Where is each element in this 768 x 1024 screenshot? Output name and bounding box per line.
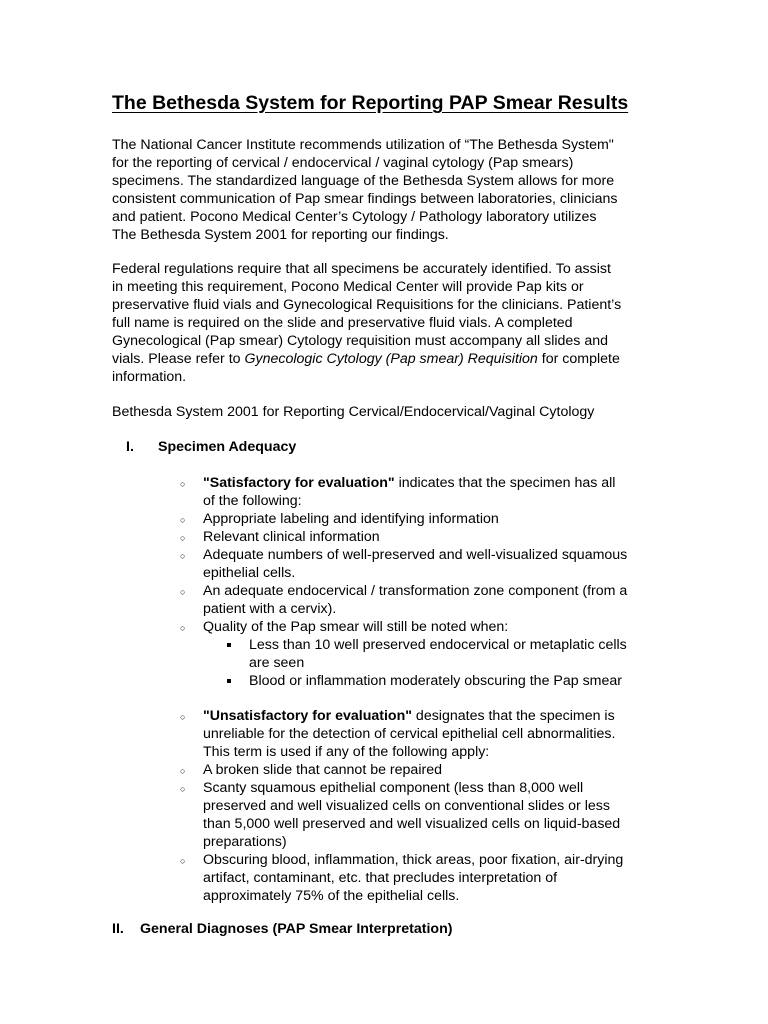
section-title: General Diagnoses (PAP Smear Interpretation) xyxy=(140,921,453,937)
text-line: Quality of the Pap smear will still be noted when: xyxy=(203,619,509,635)
circle-bullet-icon: ○ xyxy=(180,766,186,776)
list-item xyxy=(180,528,627,546)
section-number: II. xyxy=(112,921,124,937)
list-item xyxy=(180,707,623,761)
federal-paragraph xyxy=(112,260,621,386)
text-line: in meeting this requirement, Pocono Medical Center will provide Pap kits or xyxy=(112,279,584,295)
text-segment: indicates that the specimen has all xyxy=(394,475,616,491)
text-line: and patient. Pocono Medical Center’s Cytology / Pathology laboratory utilizes xyxy=(112,209,597,225)
text-line: patient with a cervix). xyxy=(203,601,337,617)
text-line: Scanty squamous epithelial component (less than 8,000 well xyxy=(203,780,584,796)
circle-bullet-icon: ○ xyxy=(180,784,186,794)
list-item xyxy=(180,474,627,510)
system-line: Bethesda System 2001 for Reporting Cervical/Endocervical/Vaginal Cytology xyxy=(112,404,595,420)
text-line: Adequate numbers of well-preserved and well-visualized squamous xyxy=(203,547,628,563)
page-title: The Bethesda System for Reporting PAP Smear Results xyxy=(112,92,629,114)
text-line: are seen xyxy=(249,655,305,671)
text-line: approximately 75% of the epithelial cells. xyxy=(203,888,460,904)
satisfactory-list xyxy=(180,474,627,690)
text-line: than 5,000 well preserved and well visualized cells on liquid-based xyxy=(203,816,621,832)
text-line: consistent communication of Pap smear findings between laboratories, clinicians xyxy=(112,191,618,207)
text-line: The Bethesda System 2001 for reporting our findings. xyxy=(112,227,449,243)
circle-bullet-icon: ○ xyxy=(180,533,186,543)
text-line: This term is used if any of the following apply: xyxy=(203,744,490,760)
text-line: Gynecological (Pap smear) Cytology requisition must accompany all slides and xyxy=(112,333,609,349)
satisfactory-label: "Satisfactory for evaluation" xyxy=(203,475,395,491)
text-segment: designates that the specimen is xyxy=(411,708,615,724)
text-line: preserved and well visualized cells on conventional slides or less xyxy=(203,798,610,814)
circle-bullet-icon: ○ xyxy=(180,587,186,597)
text-line: specimens. The standardized language of the Bethesda System allows for more xyxy=(112,173,615,189)
section-1-heading xyxy=(126,438,296,456)
text-line: preparations) xyxy=(203,834,287,850)
text-line: Relevant clinical information xyxy=(203,529,380,545)
text-line xyxy=(112,350,621,368)
text-line: information. xyxy=(112,369,187,385)
list-item xyxy=(180,618,627,690)
text-line: A broken slide that cannot be repaired xyxy=(203,762,442,778)
list-item xyxy=(180,582,627,618)
text-line: full name is required on the slide and preservative fluid vials. A completed xyxy=(112,315,573,331)
section-title: Specimen Adequacy xyxy=(158,439,297,455)
square-bullet-icon xyxy=(227,643,231,647)
square-bullet-icon xyxy=(227,679,231,683)
text-line: of the following: xyxy=(203,493,302,509)
unsatisfactory-list xyxy=(180,707,623,905)
list-item xyxy=(180,851,623,905)
circle-bullet-icon: ○ xyxy=(180,856,186,866)
section-2-heading xyxy=(112,920,452,938)
text-line: Federal regulations require that all specimens be accurately identified. To assist xyxy=(112,261,611,277)
list-item xyxy=(180,510,627,528)
text-line: An adequate endocervical / transformation zone component (from a xyxy=(203,583,628,599)
circle-bullet-icon: ○ xyxy=(180,515,186,525)
text-line: The National Cancer Institute recommends utilization of “The Bethesda System" xyxy=(112,137,614,153)
list-item xyxy=(180,779,623,851)
list-item xyxy=(180,761,623,779)
sub-list-item xyxy=(203,672,627,690)
section-number: I. xyxy=(126,439,134,455)
circle-bullet-icon: ○ xyxy=(180,623,186,633)
list-item xyxy=(180,546,627,582)
sub-list-item xyxy=(203,636,627,672)
text-line: unreliable for the detection of cervical epithelial cell abnormalities. xyxy=(203,726,616,742)
text-line: epithelial cells. xyxy=(203,565,296,581)
text-line: for the reporting of cervical / endocervical / vaginal cytology (Pap smears) xyxy=(112,155,574,171)
circle-bullet-icon: ○ xyxy=(180,479,186,489)
text-line: Appropriate labeling and identifying information xyxy=(203,511,499,527)
text-line: Less than 10 well preserved endocervical or metaplatic cells xyxy=(249,637,627,653)
text-line: preservative fluid vials and Gynecological Requisitions for the clinicians. Patient’s xyxy=(112,297,622,313)
intro-paragraph xyxy=(112,136,618,244)
unsatisfactory-label: "Unsatisfactory for evaluation" xyxy=(203,708,412,724)
text-line: Blood or inflammation moderately obscuring the Pap smear xyxy=(249,673,623,689)
quality-sublist xyxy=(203,636,627,690)
requisition-title: Gynecologic Cytology (Pap smear) Requisition xyxy=(244,351,538,367)
circle-bullet-icon: ○ xyxy=(180,712,186,722)
circle-bullet-icon: ○ xyxy=(180,551,186,561)
text-line: Obscuring blood, inflammation, thick areas, poor fixation, air-drying xyxy=(203,852,624,868)
text-segment: for complete xyxy=(537,351,620,367)
text-segment: vials. Please refer to xyxy=(112,351,245,367)
text-line: artifact, contaminant, etc. that precludes interpretation of xyxy=(203,870,558,886)
